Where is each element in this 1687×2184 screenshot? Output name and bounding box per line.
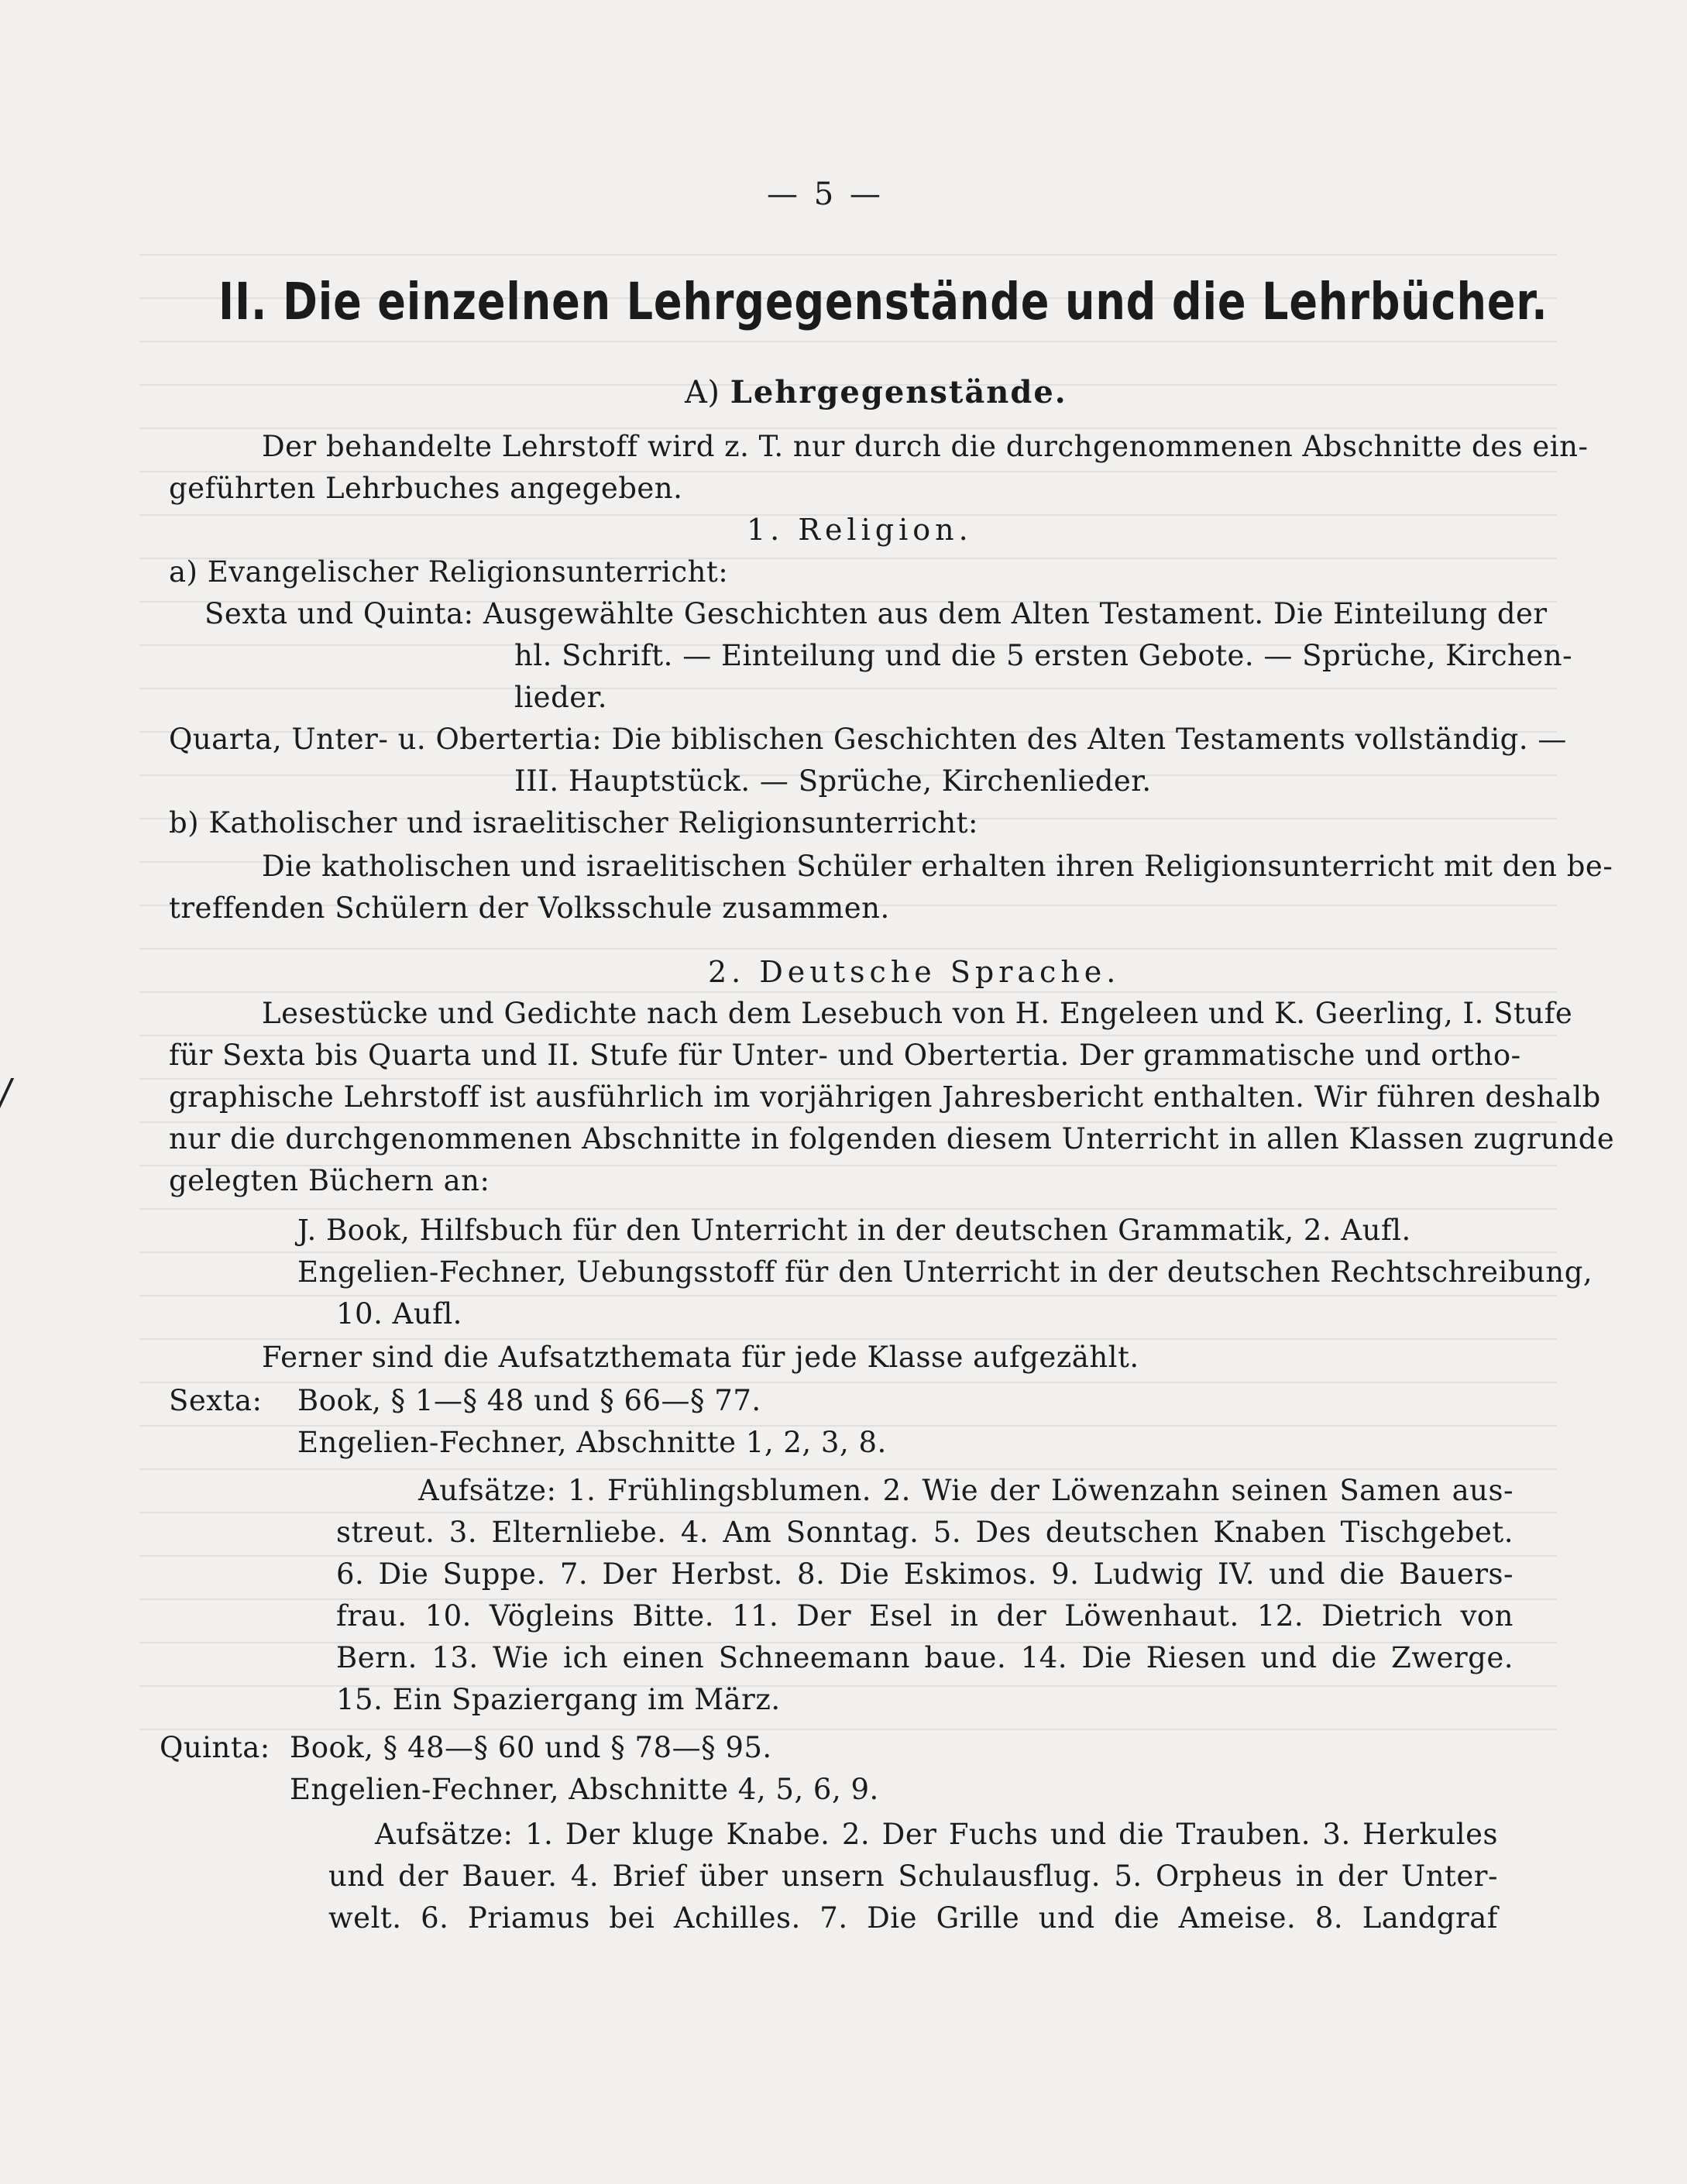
book-reference-2-line-1: Engelien-Fechner, Uebungsstoff für den Unterricht in der deutschen Rechtschreibung, xyxy=(297,1255,1593,1289)
book-reference-1: J. Book, Hilfsbuch für den Unterricht in der deutschen Grammatik, 2. Aufl. xyxy=(297,1214,1411,1247)
section-heading-prefix: A) xyxy=(685,375,720,410)
catholic-line-2: treffenden Schülern der Volksschule zusammen. xyxy=(169,891,890,925)
sexta-essays-line-4: frau. 10. Vögleins Bitte. 11. Der Esel in der Löwenhaut. 12. Dietrich von xyxy=(336,1599,1513,1633)
sexta-essays-line-2: streut. 3. Elternliebe. 4. Am Sonntag. 5. Des deutschen Knaben Tischgebet. xyxy=(336,1516,1513,1549)
sexta-engelien: Engelien-Fechner, Abschnitte 1, 2, 3, 8. xyxy=(297,1426,887,1459)
intro-line-2: geführten Lehrbuches angegeben. xyxy=(169,472,683,505)
page-number: — 5 — xyxy=(767,177,884,212)
intro-line-1: Der behandelte Lehrstoff wird z. T. nur durch die durchgenommenen Abschnitte des ein- xyxy=(262,430,1589,463)
german-paragraph-line-1: Lesestücke und Gedichte nach dem Lesebuch von H. Engeleen und K. Geerling, I. Stufe xyxy=(262,997,1573,1030)
sexta-essays-line-1: Aufsätze: 1. Frühlingsblumen. 2. Wie der Löwenzahn seinen Samen aus- xyxy=(418,1474,1513,1507)
quinta-essays-line-1: Aufsätze: 1. Der kluge Knabe. 2. Der Fuchs und die Trauben. 3. Herkules xyxy=(375,1818,1498,1851)
quinta-engelien: Engelien-Fechner, Abschnitte 4, 5, 6, 9. xyxy=(290,1773,879,1806)
quinta-book: Book, § 48—§ 60 und § 78—§ 95. xyxy=(290,1731,772,1764)
catholic-line-1: Die katholischen und israelitischen Schüler erhalten ihren Religionsunterricht mit den be- xyxy=(262,850,1613,883)
german-paragraph-line-4: nur die durchgenommenen Abschnitte in folgenden diesem Unterricht in allen Klassen zugrunde xyxy=(169,1122,1615,1156)
sexta-essays-line-3: 6. Die Suppe. 7. Der Herbst. 8. Die Eskimos. 9. Ludwig IV. und die Bauers- xyxy=(336,1557,1513,1591)
sexta-essays-line-6: 15. Ein Spaziergang im März. xyxy=(336,1683,781,1716)
sexta-quinta-line-3: lieder. xyxy=(514,681,608,714)
sexta-book: Book, § 1—§ 48 und § 66—§ 77. xyxy=(297,1384,761,1417)
section-heading xyxy=(685,375,1067,410)
quarta-tertia-line-1: Quarta, Unter- u. Obertertia: Die biblischen Geschichten des Alten Testaments vollständig. — xyxy=(169,723,1567,756)
german-title: 2. Deutsche Sprache. xyxy=(708,955,1121,989)
religion-title: 1. Religion. xyxy=(747,513,973,547)
evangelical-heading: a) Evangelischer Religionsunterricht: xyxy=(169,555,729,589)
sexta-essays-line-5: Bern. 13. Wie ich einen Schneemann baue. 14. Die Riesen und die Zwerge. xyxy=(336,1641,1513,1674)
catholic-heading: b) Katholischer und israelitischer Religionsunterricht: xyxy=(169,806,978,840)
quarta-tertia-line-2: III. Hauptstück. — Sprüche, Kirchenlieder. xyxy=(514,764,1152,798)
quinta-essays-line-3: welt. 6. Priamus bei Achilles. 7. Die Grille und die Ameise. 8. Landgraf xyxy=(328,1901,1498,1935)
chapter-heading-wrap xyxy=(218,272,1548,331)
margin-mark xyxy=(0,1078,25,1112)
german-paragraph-line-2: für Sexta bis Quarta und II. Stufe für Unter- und Obertertia. Der grammatische und ortho- xyxy=(169,1039,1521,1072)
sexta-quinta-line-2: hl. Schrift. — Einteilung und die 5 ersten Gebote. — Sprüche, Kirchen- xyxy=(514,639,1573,672)
book-reference-2-line-2: 10. Aufl. xyxy=(336,1297,462,1331)
section-heading-title: Lehrgegenstände. xyxy=(730,374,1067,410)
quinta-essays-line-2: und der Bauer. 4. Brief über unsern Schulausflug. 5. Orpheus in der Unter- xyxy=(328,1859,1498,1893)
sexta-label: Sexta: xyxy=(169,1384,263,1417)
quinta-label: Quinta: xyxy=(160,1731,270,1764)
german-paragraph-line-5: gelegten Büchern an: xyxy=(169,1164,490,1197)
german-paragraph-line-3: graphische Lehrstoff ist ausführlich im vorjährigen Jahresbericht enthalten. Wir führen deshalb xyxy=(169,1080,1601,1114)
sexta-quinta-line-1: Sexta und Quinta: Ausgewählte Geschichten aus dem Alten Testament. Die Einteilung der xyxy=(204,597,1548,630)
chapter-heading: II. Die einzelnen Lehrgegenstände und die Lehrbücher. xyxy=(218,272,1548,331)
essays-note: Ferner sind die Aufsatzthemata für jede Klasse aufgezählt. xyxy=(262,1341,1139,1374)
